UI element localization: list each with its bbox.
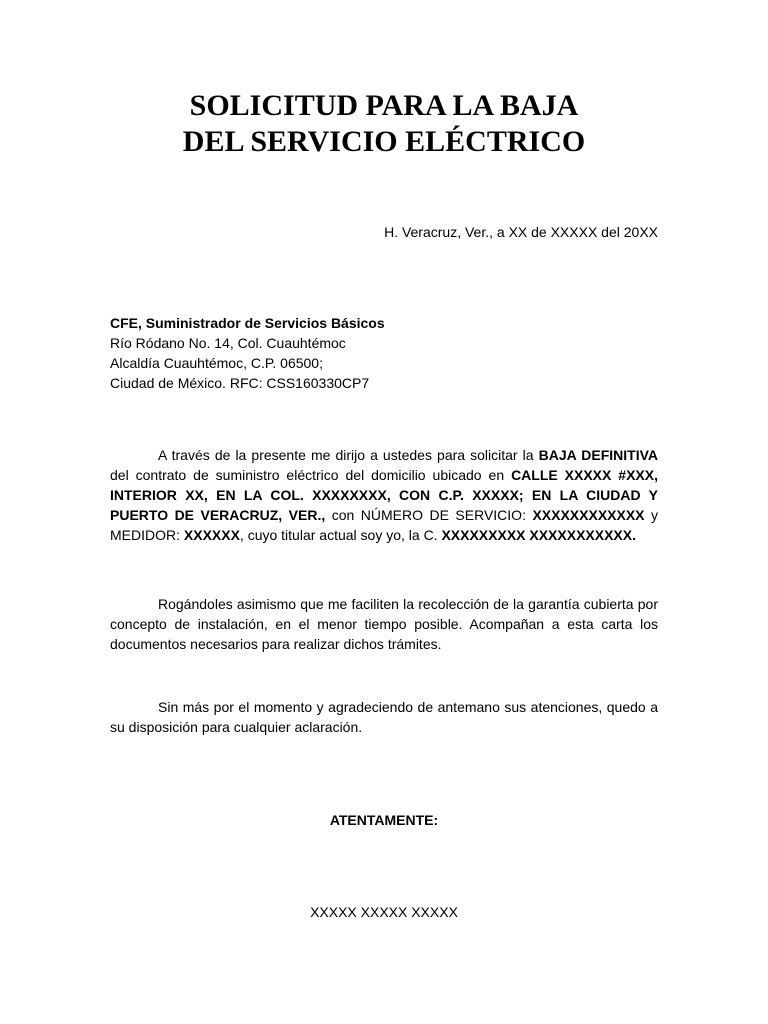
body-paragraph-2: Rogándoles asimismo que me faciliten la recolección de la garantía cubierta por concepto de instalación, en el menor tiempo posible. Acompañan a esta carta los documentos necesarios para realizar dichos trámites. xyxy=(110,596,658,652)
p1-text-5: , cuyo titular actual soy yo, la C. xyxy=(239,527,442,543)
p1-bold-2: CALLE XXXXX #XXX, INTERIOR XX, EN LA COL. XXXXXXXX, CON C.P. XXXXX; EN LA CIUDAD Y PUERTO DE VERACRUZ, VER., xyxy=(110,467,658,523)
body-paragraph-1 xyxy=(110,445,658,545)
p1-text-4: y MEDIDOR: xyxy=(110,507,659,543)
title-line-2: DEL SERVICIO ELÉCTRICO xyxy=(182,125,586,158)
p1-text-1: A través de la presente me dirijo a ustedes para solicitar la xyxy=(158,447,539,463)
p1-bold-1: BAJA DEFINITIVA xyxy=(538,447,658,463)
signer-name: XXXXX XXXXX XXXXX xyxy=(310,904,458,920)
recipient-address-2: Alcaldía Cuauhtémoc, C.P. 06500; xyxy=(110,355,323,371)
body-paragraph-3: Sin más por el momento y agradeciendo de antemano sus atenciones, quedo a su disposición para cualquier aclaración. xyxy=(110,699,658,735)
p1-bold-4: XXXXXX xyxy=(183,527,240,543)
document-title xyxy=(0,88,768,160)
recipient-address-1: Río Ródano No. 14, Col. Cuauhtémoc xyxy=(110,335,346,351)
recipient-block xyxy=(110,313,385,393)
closing-text: ATENTAMENTE: xyxy=(329,812,439,828)
p1-bold-5: XXXXXXXXX XXXXXXXXXXX. xyxy=(441,527,636,543)
date-line: H. Veracruz, Ver., a XX de XXXXX del 20XX xyxy=(384,224,658,240)
recipient-name: CFE, Suministrador de Servicios Básicos xyxy=(110,315,385,331)
p1-bold-3: XXXXXXXXXXXX xyxy=(532,507,645,523)
p1-text-3: con NÚMERO DE SERVICIO: xyxy=(325,507,533,523)
title-line-1: SOLICITUD PARA LA BAJA xyxy=(189,89,579,122)
recipient-address-3: Ciudad de México. RFC: CSS160330CP7 xyxy=(110,375,370,391)
p1-text-2: del contrato de suministro eléctrico del domicilio ubicado en xyxy=(110,467,512,483)
